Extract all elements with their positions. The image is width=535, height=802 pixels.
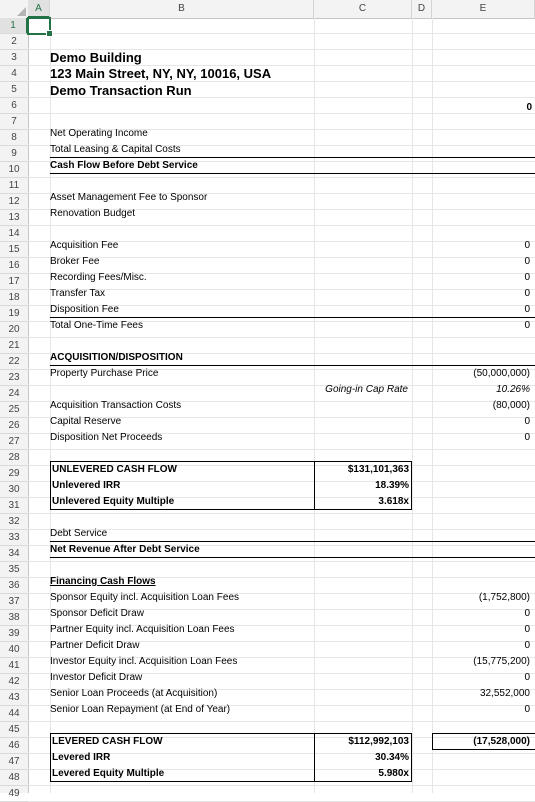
building-name: Demo Building <box>50 50 142 65</box>
senior-repayment-label: Senior Loan Repayment (at End of Year) <box>50 704 231 715</box>
investor-equity-value: (15,775,200) <box>473 656 530 667</box>
row-header[interactable]: 3 <box>0 50 28 66</box>
gridline <box>28 177 535 178</box>
column-header-b[interactable]: B <box>50 0 314 18</box>
row-header[interactable]: 48 <box>0 770 28 786</box>
levered-cf-value: $112,992,103 <box>348 736 409 747</box>
levered-irr-value: 30.34% <box>375 752 409 763</box>
row-header[interactable]: 47 <box>0 754 28 770</box>
cap-rate-label: Going-in Cap Rate <box>325 384 408 395</box>
row-header[interactable]: 22 <box>0 354 28 370</box>
column-header-e[interactable]: E <box>432 0 535 18</box>
capital-reserve-value: 0 <box>524 416 530 427</box>
row-header[interactable]: 24 <box>0 386 28 402</box>
row-header[interactable]: 37 <box>0 594 28 610</box>
border-line <box>50 557 535 558</box>
gridline <box>28 33 535 34</box>
cell-grid[interactable] <box>28 18 535 793</box>
border-line <box>50 173 535 174</box>
sponsor-equity-label: Sponsor Equity incl. Acquisition Loan Fees <box>50 592 239 603</box>
cfbds-label: Cash Flow Before Debt Service <box>50 160 198 171</box>
row-header[interactable]: 15 <box>0 242 28 258</box>
gridline <box>28 721 535 722</box>
border-line <box>411 733 412 782</box>
unlevered-irr-label: Unlevered IRR <box>52 480 121 491</box>
partner-equity-value: 0 <box>524 624 530 635</box>
partner-deficit-label: Partner Deficit Draw <box>50 640 140 651</box>
row-header[interactable]: 39 <box>0 626 28 642</box>
row-header[interactable]: 44 <box>0 706 28 722</box>
senior-repayment-value: 0 <box>524 704 530 715</box>
row-header[interactable]: 41 <box>0 658 28 674</box>
run-name: Demo Transaction Run <box>50 83 192 98</box>
renovation-label: Renovation Budget <box>50 208 136 219</box>
gridline <box>28 337 535 338</box>
row-header-bar <box>0 18 29 799</box>
row-header[interactable]: 17 <box>0 274 28 290</box>
asset-mgmt-label: Asset Management Fee to Sponsor <box>50 192 208 203</box>
row-header[interactable]: 16 <box>0 258 28 274</box>
row-header[interactable]: 14 <box>0 226 28 242</box>
row-header[interactable]: 32 <box>0 514 28 530</box>
disposition-fee-label: Disposition Fee <box>50 304 119 315</box>
row-header[interactable]: 26 <box>0 418 28 434</box>
row-header[interactable]: 10 <box>0 162 28 178</box>
investor-deficit-value: 0 <box>524 672 530 683</box>
partner-equity-label: Partner Equity incl. Acquisition Loan Fees <box>50 624 235 635</box>
select-all-corner[interactable] <box>0 0 29 18</box>
unlevered-cf-label: UNLEVERED CASH FLOW <box>52 464 177 475</box>
disposition-fee-value: 0 <box>524 304 530 315</box>
period-header: 0 <box>526 102 532 113</box>
border-line <box>50 733 51 782</box>
row-header[interactable]: 6 <box>0 98 28 114</box>
debt-service-label: Debt Service <box>50 528 108 539</box>
row-header[interactable]: 40 <box>0 642 28 658</box>
column-header-c[interactable]: C <box>314 0 412 18</box>
gridline <box>28 449 535 450</box>
unlevered-multiple-label: Unlevered Equity Multiple <box>52 496 175 507</box>
investor-deficit-label: Investor Deficit Draw <box>50 672 143 683</box>
row-header[interactable]: 12 <box>0 194 28 210</box>
capital-reserve-label: Capital Reserve <box>50 416 122 427</box>
total-one-time-label: Total One-Time Fees <box>50 320 143 331</box>
border-line <box>411 461 412 510</box>
broker-fee-label: Broker Fee <box>50 256 100 267</box>
row-header[interactable]: 42 <box>0 674 28 690</box>
column-header-a[interactable]: A <box>28 0 50 18</box>
acquisition-heading: ACQUISITION/DISPOSITION <box>50 352 183 363</box>
noi-label: Net Operating Income <box>50 128 148 139</box>
row-header[interactable]: 33 <box>0 530 28 546</box>
levered-cf-label: LEVERED CASH FLOW <box>52 736 163 747</box>
partner-deficit-value: 0 <box>524 640 530 651</box>
levered-cf-period-value: (17,528,000) <box>473 736 530 747</box>
row-header[interactable]: 25 <box>0 402 28 418</box>
gridline <box>28 513 535 514</box>
row-header[interactable]: 5 <box>0 82 28 98</box>
row-header[interactable]: 46 <box>0 738 28 754</box>
row-header[interactable]: 18 <box>0 290 28 306</box>
row-header[interactable]: 28 <box>0 450 28 466</box>
row-header[interactable]: 31 <box>0 498 28 514</box>
row-header[interactable]: 34 <box>0 546 28 562</box>
acquisition-fee-value: 0 <box>524 240 530 251</box>
row-header[interactable]: 21 <box>0 338 28 354</box>
row-header[interactable]: 45 <box>0 722 28 738</box>
purchase-price-value: (50,000,000) <box>473 368 530 379</box>
unlevered-irr-value: 18.39% <box>375 480 409 491</box>
total-one-time-value: 0 <box>524 320 530 331</box>
financing-heading: Financing Cash Flows <box>50 576 156 587</box>
investor-equity-label: Investor Equity incl. Acquisition Loan Fees <box>50 656 238 667</box>
leasing-label: Total Leasing & Capital Costs <box>50 144 181 155</box>
transaction-costs-value: (80,000) <box>492 400 530 411</box>
building-address: 123 Main Street, NY, NY, 10016, USA <box>50 66 272 81</box>
recording-fees-label: Recording Fees/Misc. <box>50 272 147 283</box>
gridline <box>28 561 535 562</box>
purchase-price-label: Property Purchase Price <box>50 368 159 379</box>
select-all-icon <box>17 7 26 16</box>
recording-fees-value: 0 <box>524 272 530 283</box>
sponsor-equity-value: (1,752,800) <box>478 592 530 603</box>
disposition-proceeds-value: 0 <box>524 432 530 443</box>
row-header[interactable]: 11 <box>0 178 28 194</box>
unlevered-cf-value: $131,101,363 <box>347 464 409 475</box>
row-header[interactable]: 35 <box>0 562 28 578</box>
row-header[interactable]: 36 <box>0 578 28 594</box>
levered-multiple-label: Levered Equity Multiple <box>52 768 165 779</box>
row-header[interactable]: 9 <box>0 146 28 162</box>
row-header[interactable]: 23 <box>0 370 28 386</box>
fill-handle[interactable] <box>46 30 53 37</box>
levered-multiple-value: 5.980x <box>378 768 409 779</box>
transfer-tax-label: Transfer Tax <box>50 288 106 299</box>
transfer-tax-value: 0 <box>524 288 530 299</box>
row-header[interactable]: 4 <box>0 66 28 82</box>
transaction-costs-label: Acquisition Transaction Costs <box>50 400 182 411</box>
row-header[interactable]: 30 <box>0 482 28 498</box>
gridline <box>314 18 315 793</box>
broker-fee-value: 0 <box>524 256 530 267</box>
sponsor-deficit-value: 0 <box>524 608 530 619</box>
border-line <box>50 461 51 510</box>
cap-rate-value: 10.26% <box>496 384 530 395</box>
acquisition-fee-label: Acquisition Fee <box>50 240 119 251</box>
gridline <box>28 225 535 226</box>
row-header[interactable]: 2 <box>0 34 28 50</box>
row-header[interactable]: 13 <box>0 210 28 226</box>
row-header[interactable]: 20 <box>0 322 28 338</box>
gridline <box>412 18 413 793</box>
column-header-bar <box>0 0 535 19</box>
unlevered-multiple-value: 3.618x <box>378 496 409 507</box>
row-header[interactable]: 19 <box>0 306 28 322</box>
row-header[interactable]: 49 <box>0 786 28 802</box>
gridline <box>28 785 535 786</box>
row-header[interactable]: 29 <box>0 466 28 482</box>
column-header-d[interactable]: D <box>412 0 432 18</box>
disposition-proceeds-label: Disposition Net Proceeds <box>50 432 163 443</box>
row-header[interactable]: 43 <box>0 690 28 706</box>
row-header[interactable]: 8 <box>0 130 28 146</box>
row-header[interactable]: 1 <box>0 18 28 34</box>
row-header[interactable]: 7 <box>0 114 28 130</box>
sponsor-deficit-label: Sponsor Deficit Draw <box>50 608 144 619</box>
row-header[interactable]: 27 <box>0 434 28 450</box>
senior-proceeds-label: Senior Loan Proceeds (at Acquisition) <box>50 688 218 699</box>
net-after-debt-label: Net Revenue After Debt Service <box>50 544 200 555</box>
levered-irr-label: Levered IRR <box>52 752 111 763</box>
row-header[interactable]: 38 <box>0 610 28 626</box>
senior-proceeds-value: 32,552,000 <box>479 688 530 699</box>
